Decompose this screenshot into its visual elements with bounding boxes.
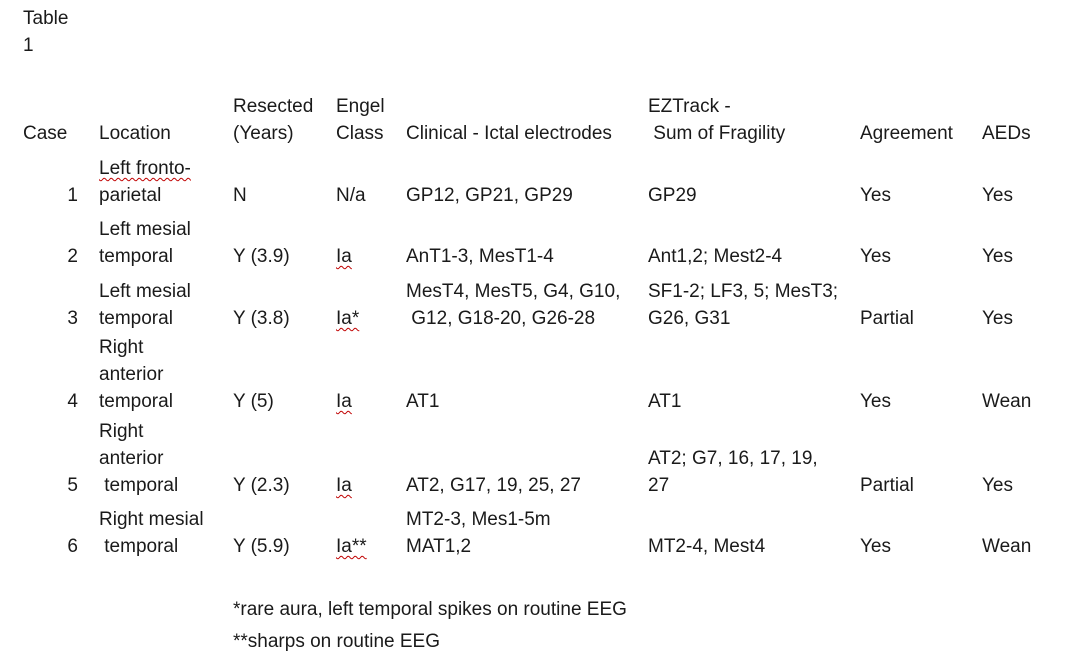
row-2-aeds: Yes [982, 246, 1013, 267]
row-2-location-line1: Left mesial [99, 219, 191, 240]
row-6-engel: Ia** [336, 536, 367, 557]
table-title-line2: 1 [23, 35, 34, 56]
row-2-eztrack: Ant1,2; Mest2-4 [648, 246, 783, 267]
table-title-line1: Table [23, 8, 69, 29]
row-6-location-line1: Right mesial [99, 509, 204, 530]
row-2-case: 2 [67, 246, 78, 267]
row-6-case: 6 [67, 536, 78, 557]
row-4-engel: Ia [336, 391, 352, 412]
row-1-location-line1: Left fronto- [99, 158, 191, 179]
row-5-resected: Y (2.3) [233, 475, 290, 496]
header-agreement: Agreement [860, 123, 953, 144]
row-2-resected: Y (3.9) [233, 246, 290, 267]
row-4-location-line1: Right [99, 337, 144, 358]
table-title [23, 5, 83, 59]
row-5-eztrack-line1: AT2; G7, 16, 17, 19, [648, 448, 818, 469]
row-1-engel: N/a [336, 185, 366, 206]
row-6-clinical-line2: MAT1,2 [406, 536, 472, 557]
header-case: Case [23, 123, 68, 144]
header-aeds: AEDs [982, 123, 1031, 144]
row-4-agreement: Yes [860, 391, 891, 412]
row-4-clinical: AT1 [406, 391, 440, 412]
row-3-case: 3 [67, 308, 78, 329]
header-eztrack-line1: EZTrack - [648, 96, 731, 117]
row-4-aeds: Wean [982, 391, 1032, 412]
row-2-location-line2: temporal [99, 246, 173, 267]
row-6-agreement: Yes [860, 536, 891, 557]
row-1-resected: N [233, 185, 247, 206]
row-5-engel: Ia [336, 475, 352, 496]
row-5-agreement: Partial [860, 475, 914, 496]
row-5-aeds: Yes [982, 475, 1013, 496]
header-clinical: Clinical - Ictal electrodes [406, 123, 612, 144]
row-1-aeds: Yes [982, 185, 1013, 206]
row-6-clinical-line1: MT2-3, Mes1-5m [406, 509, 551, 530]
row-6-resected: Y (5.9) [233, 536, 290, 557]
row-1-clinical: GP12, GP21, GP29 [406, 185, 573, 206]
header-resected-line2: (Years) [233, 123, 294, 144]
row-1-eztrack: GP29 [648, 185, 697, 206]
row-6-location-line2: temporal [99, 536, 179, 557]
row-5-clinical: AT2, G17, 19, 25, 27 [406, 475, 581, 496]
header-location: Location [99, 123, 171, 144]
row-5-location-line3: temporal [99, 475, 179, 496]
row-4-location-line3: temporal [99, 391, 173, 412]
row-1-case: 1 [67, 185, 78, 206]
row-1-location-line2: parietal [99, 185, 162, 206]
row-4-resected: Y (5) [233, 391, 274, 412]
row-5-case: 5 [67, 475, 78, 496]
row-3-agreement: Partial [860, 308, 914, 329]
row-3-eztrack-line1: SF1-2; LF3, 5; MesT3; [648, 281, 839, 302]
row-3-location-line2: temporal [99, 308, 173, 329]
footnote-2: **sharps on routine EEG [233, 631, 441, 652]
row-4-case: 4 [67, 391, 78, 412]
row-3-clinical-line1: MesT4, MesT5, G4, G10, [406, 281, 621, 302]
row-2-agreement: Yes [860, 246, 891, 267]
row-3-engel: Ia* [336, 308, 360, 329]
row-4-eztrack: AT1 [648, 391, 682, 412]
row-1-agreement: Yes [860, 185, 891, 206]
row-3-aeds: Yes [982, 308, 1013, 329]
row-3-resected: Y (3.8) [233, 308, 290, 329]
row-3-clinical-line2: G12, G18-20, G26-28 [406, 308, 596, 329]
row-5-location-line2: anterior [99, 448, 164, 469]
row-5-location-line1: Right [99, 421, 144, 442]
row-2-engel: Ia [336, 246, 352, 267]
header-resected-line1: Resected [233, 96, 314, 117]
row-4-location-line2: anterior [99, 364, 164, 385]
row-3-location-line1: Left mesial [99, 281, 191, 302]
row-6-aeds: Wean [982, 536, 1032, 557]
header-eztrack-line2: Sum of Fragility [648, 123, 786, 144]
header-engel-line2: Class [336, 123, 384, 144]
row-2-clinical: AnT1-3, MesT1-4 [406, 246, 554, 267]
row-3-eztrack-line2: G26, G31 [648, 308, 731, 329]
row-6-eztrack: MT2-4, Mest4 [648, 536, 766, 557]
header-engel-line1: Engel [336, 96, 385, 117]
row-5-eztrack-line2: 27 [648, 475, 670, 496]
footnote-1: *rare aura, left temporal spikes on routine EEG [233, 599, 627, 620]
